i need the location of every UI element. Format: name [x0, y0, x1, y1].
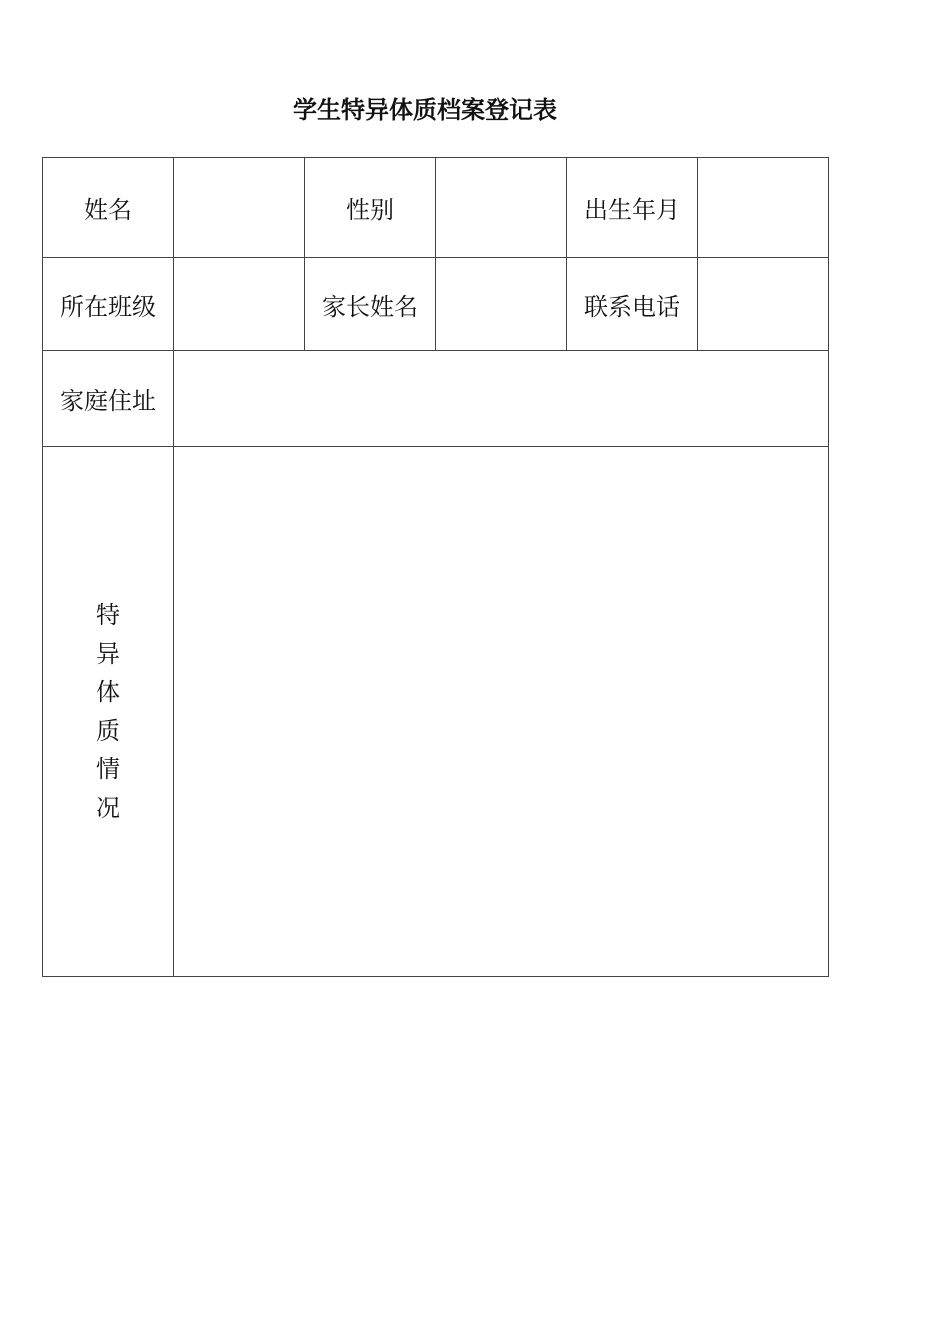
- phone-label: 联系电话: [567, 258, 698, 351]
- address-field[interactable]: [174, 351, 829, 447]
- registration-form-table: [42, 157, 829, 977]
- parent-name-label: 家长姓名: [305, 258, 436, 351]
- gender-field[interactable]: [436, 158, 567, 258]
- parent-name-field[interactable]: [436, 258, 567, 351]
- address-label: 家庭住址: [43, 351, 174, 447]
- condition-label: 特异体质情况: [96, 601, 120, 822]
- birth-date-label: 出生年月: [567, 158, 698, 258]
- class-label: 所在班级: [43, 258, 174, 351]
- birth-date-field[interactable]: [698, 158, 829, 258]
- phone-field[interactable]: [698, 258, 829, 351]
- condition-label-cell: [43, 447, 174, 977]
- name-label: 姓名: [43, 158, 174, 258]
- gender-label: 性别: [305, 158, 436, 258]
- name-field[interactable]: [174, 158, 305, 258]
- page-title: 学生特异体质档案登记表: [293, 96, 557, 124]
- class-field[interactable]: [174, 258, 305, 351]
- condition-field[interactable]: [174, 447, 829, 977]
- table-row-address: [43, 351, 829, 447]
- table-row-basic-info: [43, 158, 829, 258]
- table-row-contact-info: [43, 258, 829, 351]
- table-row-condition: [43, 447, 829, 977]
